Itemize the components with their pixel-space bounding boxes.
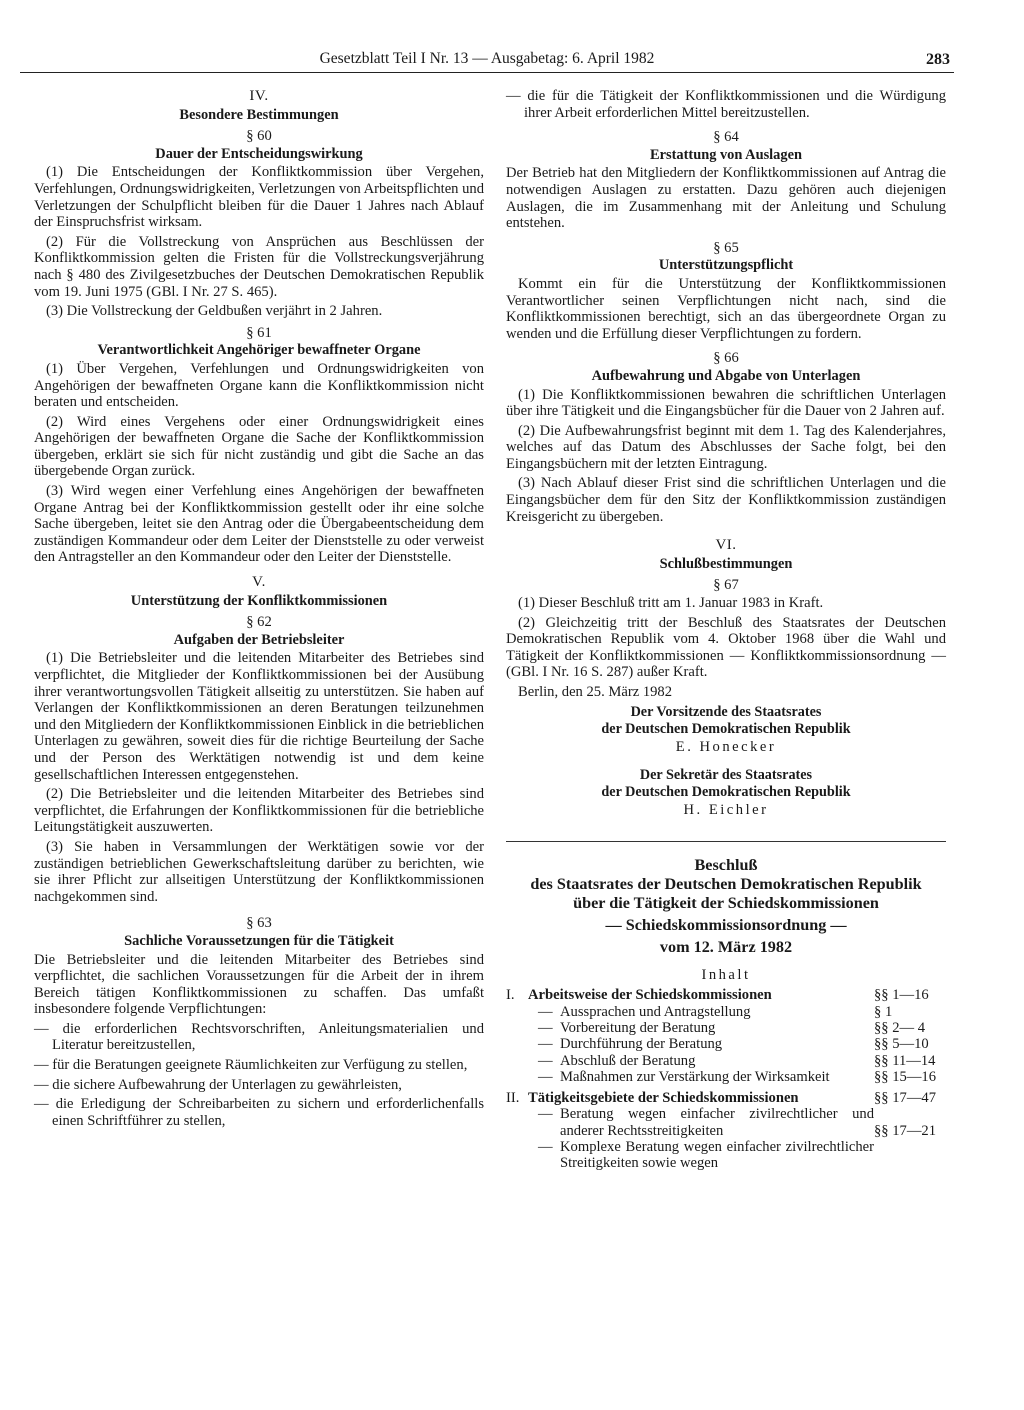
section-65-number: § 65	[713, 239, 739, 256]
toc-row	[506, 1139, 946, 1172]
section-64-title: Erstattung von Auslagen	[650, 146, 802, 163]
section-62-number: § 62	[246, 614, 272, 631]
section-63-item-3: — die sichere Aufbewahrung der Unterlagen zu gewährleisten,	[34, 1076, 402, 1093]
section-62-paragraph-1: (1) Die Betriebsleiter und die leitenden Mitarbeiter des Betriebes sind verpflichtet, die Mitglieder der Konfliktkommissionen bei der Ausübung ihrer verantwortungsvollen Tätigkeit allseitig zu unterstützen. Sie haben auf Verlangen der Konfliktkommissionen an deren Beratungen teilzunehmen und den Mitgliedern der Konfliktkommissionen Einblick in die betrieblichen Unterlagen zu gewähren, soweit dies für die richtige Beurteilung der Sache und der Person des Werktätigen notwendig ist und dem keine gesellschaftlichen Interessen entgegenstehen.	[34, 650, 484, 783]
decree-title: Beschluß	[694, 855, 758, 874]
toc-entry: Vorbereitung der Beratung	[560, 1019, 716, 1036]
toc-reference: §§ 17—47	[874, 1090, 937, 1107]
decree-title-line-3: über die Tätigkeit der Schiedskommissionen	[573, 893, 879, 912]
toc-dash: —	[538, 1019, 553, 1036]
toc-number: I.	[506, 987, 515, 1004]
toc-reference: §§ 11—14	[874, 1052, 936, 1069]
section-64-number: § 64	[713, 129, 739, 146]
toc-dash: —	[538, 1139, 553, 1156]
toc-entry: Maßnahmen zur Verstärkung der Wirksamkeit	[560, 1068, 830, 1085]
section-61-paragraph-1: (1) Über Vergehen, Verfehlungen und Ordnungswidrigkeiten von Angehörigen der bewaffneten Organe kann die Konfliktkommission nicht beraten und entscheiden.	[34, 360, 484, 411]
toc-dash: —	[538, 1036, 553, 1053]
section-67-paragraph-2: (2) Gleichzeitig tritt der Beschluß des Staatsrates der Deutschen Demokratischen Republik vom 4. Oktober 1968 über die Wahl und Tätigkeit der Konfliktkommissionen — Konfliktkommissionsordnung — (GBl. I Nr. 16 S. 287) außer Kraft.	[506, 614, 946, 681]
toc-row	[506, 987, 946, 1003]
section-67-number: § 67	[713, 577, 739, 594]
contents-heading: Inhalt	[701, 966, 751, 983]
section-64-paragraph-1: Der Betrieb hat den Mitgliedern der Konfliktkommissionen auf Antrag die notwendigen Auslagen zu erstatten. Dazu gehören auch diejenigen Auslagen, die im Zusammenhang mit der Anleitung und Schulung entstehen.	[506, 165, 946, 232]
section-60-number: § 60	[246, 128, 272, 145]
section-63-title: Sachliche Voraussetzungen für die Tätigkeit	[124, 932, 394, 949]
part-v-title: Unterstützung der Konfliktkommissionen	[130, 592, 388, 609]
section-divider	[506, 841, 946, 842]
section-62-title: Aufgaben der Betriebsleiter	[173, 631, 345, 648]
part-iv-title: Besondere Bestimmungen	[179, 106, 339, 123]
section-60-paragraph-3: (3) Die Vollstreckung der Geldbußen verjährt in 2 Jahren.	[46, 303, 383, 320]
toc-row	[506, 1106, 946, 1139]
decree-title-line-2: des Staatsrates der Deutschen Demokratischen Republik	[530, 874, 922, 893]
page-number: 283	[926, 51, 950, 68]
toc-entry: Durchführung der Beratung	[560, 1036, 723, 1053]
section-63-number: § 63	[246, 915, 272, 932]
part-v-number: V.	[252, 574, 266, 591]
section-65-paragraph-1: Kommt ein für die Unterstützung der Konfliktkommissionen Verantwortlicher seinen Verpflichtungen nicht nach, sind die Konfliktkommissionen berechtigt, sich an das übergeordnete Organ zu wenden und die Erfüllung dieser Verpflichtungen zu fordern.	[506, 275, 946, 342]
section-63-paragraph-1: Die Betriebsleiter und die leitenden Mitarbeiter des Betriebes sind verpflichtet, die sachlichen Voraussetzungen für die Arbeit der in ihrem Bereich tätigen Konfliktkommissionen zu schaffen. Das umfaßt insbesondere folgende Verpflichtungen:	[34, 951, 484, 1018]
toc-reference: § 1	[874, 1003, 893, 1020]
section-63-item-1: — die erforderlichen Rechtsvorschriften, Anleitungsmaterialien und Literatur bereitzustellen,	[34, 1020, 484, 1054]
section-63-item-5: — die für die Tätigkeit der Konfliktkommissionen und die Würdigung ihrer Arbeit erforderlichen Mittel bereitzustellen.	[506, 88, 946, 121]
page-header	[20, 50, 954, 73]
toc-number: II.	[506, 1090, 520, 1107]
toc-reference: §§ 17—21	[874, 1122, 937, 1139]
toc-entry: Abschluß der Beratung	[560, 1052, 696, 1069]
toc-dash: —	[538, 1068, 553, 1085]
signatory-2-title-line-2: der Deutschen Demokratischen Republik	[601, 784, 851, 801]
toc-row	[506, 1069, 946, 1085]
section-62-paragraph-2: (2) Die Betriebsleiter und die leitenden Mitarbeiter des Betriebes sind verpflichtet, die Erfahrungen der Konfliktkommissionen für die betriebliche Leitungstätigkeit auszuwerten.	[34, 786, 484, 836]
decree-short-title: — Schiedskommissionsordnung —	[605, 915, 847, 934]
toc-dash: —	[538, 1052, 553, 1069]
signatory-1-title-line-2: der Deutschen Demokratischen Republik	[601, 720, 851, 737]
toc-row	[506, 1004, 946, 1020]
toc-entry: Beratung wegen einfacher zivilrechtlicher und anderer Rechtsstreitigkeiten	[560, 1106, 874, 1139]
toc-row	[506, 1036, 946, 1052]
section-61-title: Verantwortlichkeit Angehöriger bewaffneter Organe	[97, 342, 421, 359]
toc-reference: §§ 15—16	[874, 1068, 937, 1085]
toc-part-title: Arbeitsweise der Schiedskommissionen	[528, 987, 772, 1004]
toc-part-title: Tätigkeitsgebiete der Schiedskommissionen	[528, 1090, 799, 1107]
signatory-1-title-line-1: Der Vorsitzende des Staatsrates	[630, 703, 822, 720]
section-66-paragraph-2: (2) Die Aufbewahrungsfrist beginnt mit dem 1. Tag des Kalenderjahres, welches auf das Datum des Abschlusses der Sache folgt, bei den Eingangsbüchern mit der letzten Eintragung.	[506, 422, 946, 472]
part-vi-title: Schlußbestimmungen	[659, 555, 793, 572]
left-column	[34, 88, 484, 1132]
table-of-contents	[506, 987, 946, 1171]
toc-dash: —	[538, 1003, 553, 1020]
decree-date: vom 12. März 1982	[659, 937, 793, 956]
section-67-paragraph-1: (1) Dieser Beschluß tritt am 1. Januar 1983 in Kraft.	[518, 595, 824, 612]
toc-row	[506, 1085, 946, 1106]
part-vi-number: VI.	[715, 537, 737, 554]
toc-row	[506, 1053, 946, 1069]
section-63-item-2: — für die Beratungen geeignete Räumlichkeiten zur Verfügung zu stellen,	[34, 1057, 468, 1074]
section-60-title: Dauer der Entscheidungswirkung	[155, 145, 363, 162]
toc-reference: §§ 1—16	[874, 987, 929, 1004]
section-66-paragraph-1: (1) Die Konfliktkommissionen bewahren die schriftlichen Unterlagen über ihre Tätigkeit und die Eingangsbücher für die Dauer von 2 Jahren auf.	[506, 386, 946, 420]
section-66-number: § 66	[713, 350, 739, 367]
signatory-1-name: E. Honecker	[675, 738, 777, 755]
section-65-title: Unterstützungspflicht	[658, 257, 794, 274]
toc-entry: Aussprachen und Antragstellung	[560, 1003, 751, 1020]
toc-dash: —	[538, 1106, 553, 1123]
section-61-number: § 61	[246, 324, 272, 341]
toc-reference: §§ 2— 4	[874, 1019, 926, 1036]
gazette-title: Gesetzblatt Teil I Nr. 13 — Ausgabetag: 6. April 1982	[319, 50, 655, 67]
section-62-paragraph-3: (3) Sie haben in Versammlungen der Werktätigen sowie vor der zuständigen betrieblichen Gewerkschaftsleitung darüber zu berichten, wie sie ihrer Pflicht zur allseitigen Unterstützung der Konfliktkommissionen nachgekommen sind.	[34, 838, 484, 905]
toc-reference: §§ 5—10	[874, 1036, 929, 1053]
part-iv-number: IV.	[249, 88, 269, 104]
section-66-title: Aufbewahrung und Abgabe von Unterlagen	[591, 367, 861, 384]
section-63-item-4: — die Erledigung der Schreibarbeiten zu sichern und erforderlichenfalls einen Schriftführer zu stellen,	[34, 1096, 484, 1129]
toc-row	[506, 1020, 946, 1036]
section-61-paragraph-3: (3) Wird wegen einer Verfehlung eines Angehörigen der bewaffneten Organe Antrag bei der Konfliktkommission gestellt oder ihr eine solche Sache übergeben, leitet sie den Antrag oder die Übergabeentscheidung dem zuständigen Kommandeur oder dem Leiter der Dienststelle zu oder verweist den Antragsteller an den Kommandeur oder den Leiter der Dienststelle.	[34, 483, 484, 566]
right-column	[506, 88, 946, 1172]
signatory-2-name: H. Eichler	[683, 802, 769, 819]
section-61-paragraph-2: (2) Wird eines Vergehens oder einer Ordnungswidrigkeit eines Angehörigen der bewaffneten Organe die Sache der Konfliktkommission übergeben, erklärt sie sich für nicht zuständig und gibt die Sache an das übergebende Organ zurück.	[34, 413, 484, 480]
section-60-paragraph-2: (2) Für die Vollstreckung von Ansprüchen aus Beschlüssen der Konfliktkommission gelten die Fristen für die Vollstreckungsverjährung nach § 480 des Zivilgesetzbuches der Deutschen Demokratischen Republik vom 19. Juni 1975 (GBl. I Nr. 27 S. 465).	[34, 233, 484, 300]
signatory-2-title-line-1: Der Sekretär des Staatsrates	[639, 767, 813, 784]
place-date: Berlin, den 25. März 1982	[518, 684, 673, 700]
toc-entry: Komplexe Beratung wegen einfacher zivilrechtlicher Streitigkeiten sowie wegen	[560, 1139, 874, 1172]
section-60-paragraph-1: (1) Die Entscheidungen der Konfliktkommission über Vergehen, Verfehlungen, Ordnungswidrigkeiten, Verletzungen von Arbeitspflichten und Verletzungen der Schulpflicht bleiben für die Dauer 1 Jahres nach Ablauf der Einspruchsfrist wirksam.	[34, 164, 485, 231]
section-66-paragraph-3: (3) Nach Ablauf dieser Frist sind die schriftlichen Unterlagen und die Eingangsbücher dem für den Sitz der Konfliktkommission zuständigen Kreisgericht zu übergeben.	[506, 475, 946, 525]
